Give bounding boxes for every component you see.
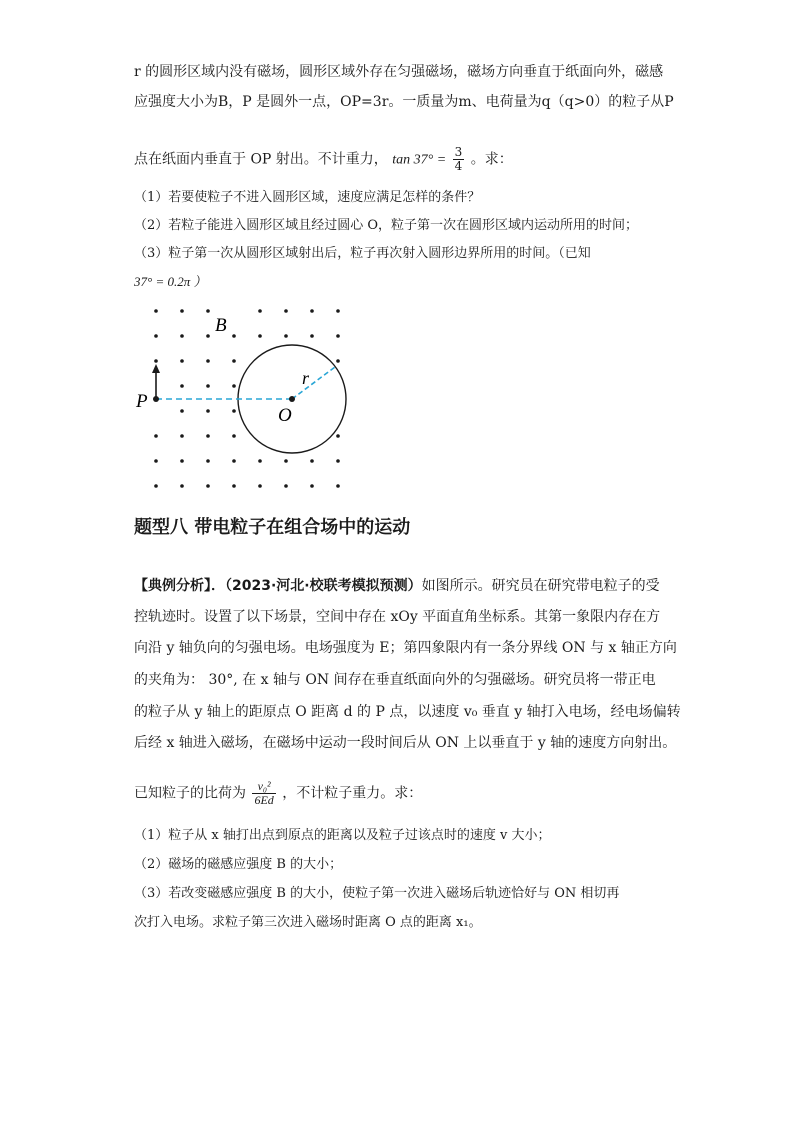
field-dot: [206, 409, 210, 413]
field-dot: [154, 484, 158, 488]
label-b: B: [215, 315, 227, 336]
problem1-line2: 应强度大小为B，P 是圆外一点，OP=3r。一质量为m、电荷量为q（q>0）的粒子从P: [134, 94, 674, 110]
field-dot: [206, 309, 210, 313]
example-tag: 【典例分析】．（2023·河北·校联考模拟预测）: [134, 578, 422, 594]
field-dot: [154, 359, 158, 363]
velocity-arrowhead: [152, 364, 160, 373]
field-dot: [180, 309, 184, 313]
field-dot: [180, 334, 184, 338]
fraction-numerator: 3: [454, 145, 463, 159]
problem2-line7-a: 已知粒子的比荷为: [134, 785, 246, 802]
field-dot: [180, 409, 184, 413]
field-dot: [180, 359, 184, 363]
field-dot: [284, 334, 288, 338]
ratio-denominator: 6Ed: [254, 793, 274, 807]
problem2-q3: （3）若改变磁感应强度 B 的大小，使粒子第一次进入磁场后轨迹恰好与 ON 相切再: [134, 886, 620, 901]
field-dot: [284, 309, 288, 313]
problem2-line3: 向沿 y 轴负向的匀强电场。电场强度为 E；第四象限内有一条分界线 ON 与 x 轴正方向: [134, 640, 677, 656]
label-p: P: [136, 391, 148, 412]
problem2-line4: 的夹角为： 30°, 在 x 轴与 ON 间存在垂直纸面向外的匀强磁场。研究员将一带正电: [134, 672, 656, 688]
problem1-line3: [134, 146, 513, 173]
section-title: 题型八 带电粒子在组合场中的运动: [134, 517, 411, 538]
field-dot: [284, 484, 288, 488]
field-dot: [206, 484, 210, 488]
problem2-line7-b: ，不计粒子重力。求：: [282, 785, 423, 802]
field-dot: [232, 409, 236, 413]
field-dot: [258, 459, 262, 463]
field-dot: [258, 334, 262, 338]
problem1-q3: （3）粒子第一次从圆形区域射出后，粒子再次射入圆形边界所用的时间。（已知: [134, 246, 591, 261]
field-dot: [206, 334, 210, 338]
problem1-line3-a: 点在纸面内垂直于 OP 射出。不计重力，: [134, 151, 388, 168]
field-dot: [258, 484, 262, 488]
radius-dashed-line: [292, 367, 335, 399]
field-dot: [206, 384, 210, 388]
problem2-q3-continued: 次打入电场。求粒子第三次进入磁场时距离 O 点的距离 x₁。: [134, 915, 482, 930]
problem2-line7: [134, 780, 422, 807]
field-dot: [206, 459, 210, 463]
field-dot: [180, 434, 184, 438]
tan-expression: tan 37° =: [392, 152, 447, 168]
field-dot: [336, 359, 340, 363]
problem2-line1-rest: 如图所示。研究员在研究带电粒子的受: [421, 578, 660, 594]
field-dot: [180, 384, 184, 388]
field-dot: [232, 334, 236, 338]
field-dot: [154, 309, 158, 313]
label-r: r: [302, 368, 310, 388]
field-dot: [258, 309, 262, 313]
problem1-line3-b: 。求：: [470, 151, 513, 168]
field-dot: [232, 434, 236, 438]
field-dot: [336, 484, 340, 488]
problem2-line1: [134, 576, 660, 596]
problem2-q2: （2）磁场的磁感应强度 B 的大小；: [134, 857, 343, 872]
field-dot: [284, 459, 288, 463]
fraction-3-4: [453, 146, 465, 173]
problem1-q2: （2）若粒子能进入圆形区域且经过圆心 O，粒子第一次在圆形区域内运动所用的时间；: [134, 218, 639, 233]
field-dot: [310, 484, 314, 488]
charge-ratio-fraction: [252, 780, 275, 807]
label-o: O: [278, 405, 292, 426]
field-dot: [154, 434, 158, 438]
problem1-q3-continued: 37° = 0.2π ）: [134, 274, 207, 289]
field-dot: [232, 384, 236, 388]
field-dot: [336, 459, 340, 463]
field-dot: [180, 484, 184, 488]
field-dot: [336, 334, 340, 338]
field-dot: [154, 334, 158, 338]
ratio-numerator: v₀²: [252, 780, 275, 794]
problem2-line5: 的粒子从 y 轴上的距原点 O 距离 d 的 P 点，以速度 v₀ 垂直 y 轴打入电场，经电场偏转: [134, 704, 681, 720]
field-dot: [232, 459, 236, 463]
problem2-line2: 控轨迹时。设置了以下场景，空间中存在 xOy 平面直角坐标系。其第一象限内存在方: [134, 609, 661, 625]
field-dot: [310, 334, 314, 338]
field-dot: [206, 434, 210, 438]
field-dot: [232, 484, 236, 488]
problem2-line6: 后经 x 轴进入磁场，在磁场中运动一段时间后从 ON 上以垂直于 y 轴的速度方向射出。: [134, 735, 677, 751]
field-dot: [180, 459, 184, 463]
field-dot: [336, 309, 340, 313]
problem1-q1: （1）若要使粒子不进入圆形区域，速度应满足怎样的条件？: [134, 190, 481, 205]
field-dot: [154, 459, 158, 463]
problem2-q1: （1）粒子从 x 轴打出点到原点的距离以及粒子过该点时的速度 v 大小；: [134, 828, 551, 843]
field-dot: [310, 309, 314, 313]
field-dot: [336, 434, 340, 438]
field-dot: [206, 359, 210, 363]
magnetic-field-figure: [130, 300, 360, 500]
field-dot: [310, 459, 314, 463]
problem1-line1: r 的圆形区域内没有磁场，圆形区域外存在匀强磁场，磁场方向垂直于纸面向外，磁感: [134, 64, 664, 80]
field-dot: [232, 359, 236, 363]
fraction-denominator: 4: [454, 159, 463, 173]
point-p: [153, 396, 159, 402]
point-o: [289, 396, 295, 402]
